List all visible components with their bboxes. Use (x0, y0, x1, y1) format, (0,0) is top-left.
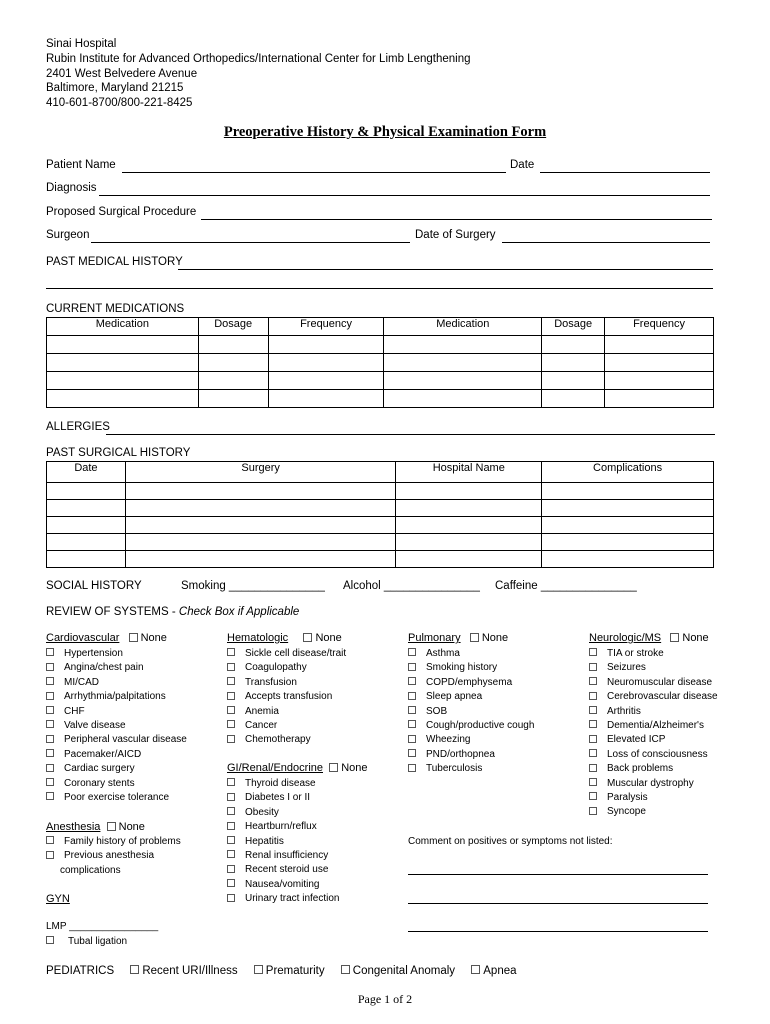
checkbox[interactable] (408, 720, 416, 728)
checkbox[interactable] (254, 965, 263, 974)
past-medical-history-field[interactable] (178, 269, 713, 270)
checkbox[interactable] (46, 706, 54, 714)
checkbox[interactable] (46, 663, 54, 671)
date-field[interactable] (540, 172, 710, 173)
list-item[interactable]: Pacemaker/AICD (46, 748, 187, 762)
list-item[interactable]: COPD/emphysema (408, 676, 534, 690)
table-row (47, 534, 714, 551)
allergies-field[interactable] (106, 434, 715, 435)
checkbox[interactable] (227, 894, 235, 902)
list-item[interactable]: Heartburn/reflux (227, 820, 339, 834)
list-item[interactable]: Dementia/Alzheimer's (589, 719, 718, 733)
list-item[interactable]: Angina/chest pain (46, 661, 187, 675)
surg-col-surgery: Surgery (125, 462, 396, 483)
list-item[interactable]: Obesity (227, 806, 339, 820)
allergies-label: ALLERGIES (46, 421, 110, 433)
checkbox[interactable] (227, 677, 235, 685)
anesthesia-list (46, 835, 181, 878)
gi-renal-endocrine-list (227, 777, 339, 907)
cardiovascular-list (46, 647, 187, 805)
list-item[interactable]: Peripheral vascular disease (46, 733, 187, 747)
list-item[interactable]: Accepts transfusion (227, 690, 346, 704)
none-label: None (682, 632, 709, 644)
med-col-medication-2: Medication (384, 318, 542, 336)
comment-label: Comment on positives or symptoms not listed: (408, 836, 613, 847)
checkbox[interactable] (408, 648, 416, 656)
street-address: 2401 West Belvedere Avenue (46, 67, 198, 80)
procedure-label: Proposed Surgical Procedure (46, 206, 197, 218)
checkbox[interactable] (46, 851, 54, 859)
gyn-header (46, 893, 70, 905)
checkbox[interactable] (46, 836, 54, 844)
pulmonary-list (408, 647, 534, 777)
diagnosis-label: Diagnosis (46, 182, 97, 194)
table-row (47, 390, 714, 408)
checkbox[interactable] (589, 749, 597, 757)
checkbox[interactable] (46, 648, 54, 656)
caffeine-field[interactable]: Caffeine _______________ (495, 580, 637, 592)
hematologic-title: Hematologic (227, 632, 289, 644)
none-label: None (118, 821, 145, 833)
hospital-name: Sinai Hospital (46, 38, 117, 50)
list-item[interactable]: Smoking history (408, 661, 534, 675)
pediatrics-row (46, 965, 517, 977)
list-item[interactable]: CHF (46, 705, 187, 719)
list-item[interactable]: Muscular dystrophy (589, 777, 718, 791)
checkbox[interactable] (46, 764, 54, 772)
social-history-label: SOCIAL HISTORY (46, 580, 142, 592)
checkbox[interactable] (227, 879, 235, 887)
anesthesia-header (46, 821, 145, 833)
table-row (47, 551, 714, 568)
ros-title: REVIEW OF SYSTEMS - (46, 606, 179, 618)
list-item[interactable]: Arthritis (589, 705, 718, 719)
list-item[interactable]: Back problems (589, 762, 718, 776)
list-item[interactable]: MI/CAD (46, 676, 187, 690)
checkbox[interactable] (589, 764, 597, 772)
checkbox[interactable] (46, 936, 54, 944)
past-medical-history-label: PAST MEDICAL HISTORY (46, 256, 183, 268)
list-item[interactable]: Transfusion (227, 676, 346, 690)
hospital-header (46, 37, 470, 111)
list-item[interactable]: Cough/productive cough (408, 719, 534, 733)
checkbox[interactable] (227, 663, 235, 671)
checkbox[interactable] (408, 749, 416, 757)
date-of-surgery-field[interactable] (502, 242, 710, 243)
surgeon-label: Surgeon (46, 229, 90, 241)
list-item[interactable]: Poor exercise tolerance (46, 791, 187, 805)
none-label: None (140, 632, 167, 644)
diagnosis-field[interactable] (99, 195, 710, 196)
checkbox[interactable] (129, 633, 138, 642)
checkbox[interactable] (227, 706, 235, 714)
table-row (47, 336, 714, 354)
checkbox[interactable] (46, 792, 54, 800)
prematurity-label: Prematurity (265, 965, 325, 977)
surg-col-date: Date (47, 462, 126, 483)
checkbox[interactable] (46, 692, 54, 700)
list-item[interactable]: Coagulopathy (227, 661, 346, 675)
neurologic-header (589, 632, 709, 644)
list-item[interactable]: Tuberculosis (408, 762, 534, 776)
med-col-dosage-2: Dosage (542, 318, 605, 336)
list-item[interactable]: Hepatitis (227, 835, 339, 849)
checkbox[interactable] (589, 692, 597, 700)
hematologic-header (227, 632, 342, 644)
past-medical-history-field-2[interactable] (46, 288, 713, 289)
checkbox[interactable] (408, 764, 416, 772)
patient-name-label: Patient Name (46, 159, 116, 171)
none-label: None (481, 632, 509, 644)
city-state: Baltimore, Maryland 21215 (46, 82, 184, 95)
checkbox[interactable] (589, 807, 597, 815)
checkbox[interactable] (107, 822, 116, 831)
list-item[interactable]: Previous anesthesia (46, 849, 181, 863)
list-item[interactable]: Paralysis (589, 791, 718, 805)
list-item[interactable]: Chemotherapy (227, 733, 346, 747)
checkbox[interactable] (408, 692, 416, 700)
procedure-field[interactable] (201, 219, 712, 220)
ros-hint: Check Box if Applicable (178, 606, 300, 618)
checkbox[interactable] (589, 735, 597, 743)
list-item[interactable]: TIA or stroke (589, 647, 718, 661)
list-item[interactable]: Seizures (589, 661, 718, 675)
lmp-field[interactable]: LMP ________________ (46, 921, 159, 932)
checkbox[interactable] (227, 692, 235, 700)
date-label: Date (510, 159, 535, 171)
checkbox[interactable] (408, 735, 416, 743)
list-item[interactable]: Syncope (589, 805, 718, 819)
neurologic-title: Neurologic/MS (589, 632, 662, 644)
list-item[interactable]: Cardiac surgery (46, 762, 187, 776)
checkbox[interactable] (46, 677, 54, 685)
checkbox[interactable] (329, 763, 338, 772)
list-item-continuation: complications (60, 864, 121, 876)
list-item[interactable]: Diabetes I or II (227, 791, 339, 805)
recent-uri-label: Recent URI/Illness (142, 965, 238, 977)
surgeon-field[interactable] (91, 242, 410, 243)
checkbox[interactable] (470, 633, 479, 642)
table-row (47, 354, 714, 372)
phone-numbers: 410-601-8700/800-221-8425 (46, 97, 193, 110)
med-col-frequency-2: Frequency (605, 318, 714, 336)
checkbox[interactable] (408, 706, 416, 714)
gyn-title: GYN (46, 893, 70, 905)
patient-name-field[interactable] (122, 172, 506, 173)
med-col-medication: Medication (47, 318, 199, 336)
list-item[interactable]: Anemia (227, 705, 346, 719)
gi-renal-endocrine-title: GI/Renal/Endocrine (227, 762, 323, 774)
tubal-ligation-item[interactable]: Tubal ligation (46, 935, 127, 949)
list-item[interactable]: Arrhythmia/palpitations (46, 690, 187, 704)
none-label: None (341, 762, 368, 774)
list-item[interactable]: Coronary stents (46, 777, 187, 791)
list-item[interactable]: Wheezing (408, 733, 534, 747)
checkbox[interactable] (46, 720, 54, 728)
hematologic-list (227, 647, 346, 748)
apnea-label: Apnea (483, 965, 517, 977)
list-item[interactable]: Cerebrovascular disease (589, 690, 718, 704)
checkbox[interactable] (227, 648, 235, 656)
list-item[interactable]: Nausea/vomiting (227, 878, 339, 892)
checkbox[interactable] (589, 677, 597, 685)
list-item[interactable]: Urinary tract infection (227, 892, 339, 906)
list-item[interactable]: Neuromuscular disease (589, 676, 718, 690)
past-surgical-history-label: PAST SURGICAL HISTORY (46, 447, 191, 459)
checkbox[interactable] (589, 778, 597, 786)
surg-col-hospital: Hospital Name (396, 462, 542, 483)
list-item[interactable]: Valve disease (46, 719, 187, 733)
table-row (47, 500, 714, 517)
list-item[interactable]: Recent steroid use (227, 863, 339, 877)
table-row (47, 517, 714, 534)
med-col-frequency: Frequency (268, 318, 384, 336)
list-item[interactable]: SOB (408, 705, 534, 719)
checkbox[interactable] (227, 865, 235, 873)
list-item[interactable]: Sickle cell disease/trait (227, 647, 346, 661)
list-item[interactable]: Sleep apnea (408, 690, 534, 704)
smoking-field[interactable]: Smoking _______________ (181, 580, 325, 592)
table-row (47, 372, 714, 390)
checkbox[interactable] (46, 749, 54, 757)
checkbox[interactable] (589, 792, 597, 800)
checkbox[interactable] (227, 778, 235, 786)
neurologic-list (589, 647, 718, 820)
page-number: Page 1 of 2 (357, 992, 413, 1006)
date-of-surgery-label: Date of Surgery (415, 229, 496, 241)
checkbox[interactable] (408, 663, 416, 671)
checkbox[interactable] (589, 706, 597, 714)
list-item[interactable]: Family history of problems (46, 835, 181, 849)
checkbox[interactable] (303, 633, 312, 642)
checkbox[interactable] (46, 735, 54, 743)
checkbox[interactable] (589, 720, 597, 728)
med-col-dosage: Dosage (198, 318, 268, 336)
institute-name: Rubin Institute for Advanced Orthopedics/International Center for Limb Lengthening (46, 52, 471, 65)
list-item[interactable]: Asthma (408, 647, 534, 661)
pulmonary-header (408, 632, 508, 644)
table-row (47, 483, 714, 500)
checkbox[interactable] (46, 778, 54, 786)
comment-field-1[interactable] (408, 874, 708, 875)
checkbox[interactable] (227, 822, 235, 830)
checkbox[interactable] (227, 836, 235, 844)
checkbox[interactable] (227, 720, 235, 728)
current-medications-label: CURRENT MEDICATIONS (46, 303, 185, 315)
congenital-anomaly-label: Congenital Anomaly (352, 965, 456, 977)
list-item[interactable]: Thyroid disease (227, 777, 339, 791)
comment-field-2[interactable] (408, 903, 708, 904)
checkbox[interactable] (227, 793, 235, 801)
anesthesia-title: Anesthesia (46, 821, 101, 833)
list-item[interactable]: Cancer (227, 719, 346, 733)
pediatrics-label: PEDIATRICS (46, 965, 115, 977)
checkbox[interactable] (589, 663, 597, 671)
checkbox[interactable] (589, 648, 597, 656)
comment-field-3[interactable] (408, 931, 708, 932)
checkbox[interactable] (227, 807, 235, 815)
list-item[interactable]: Hypertension (46, 647, 187, 661)
list-item[interactable]: PND/orthopnea (408, 748, 534, 762)
checkbox[interactable] (408, 677, 416, 685)
gi-renal-endocrine-header (227, 762, 367, 774)
checkbox[interactable] (670, 633, 679, 642)
surgical-history-table (46, 461, 714, 568)
pulmonary-title: Pulmonary (408, 632, 461, 644)
none-label: None (315, 632, 342, 644)
checkbox[interactable] (341, 965, 350, 974)
checkbox[interactable] (227, 735, 235, 743)
form-title: Preoperative History & Physical Examination Form (223, 124, 547, 140)
checkbox[interactable] (471, 965, 480, 974)
alcohol-field[interactable]: Alcohol _______________ (343, 580, 480, 592)
medications-table (46, 317, 714, 408)
checkbox[interactable] (130, 965, 139, 974)
list-item[interactable]: Elevated ICP (589, 733, 718, 747)
cardiovascular-title: Cardiovascular (46, 632, 120, 644)
cardiovascular-header (46, 632, 167, 644)
list-item[interactable]: Renal insufficiency (227, 849, 339, 863)
surg-col-complications: Complications (542, 462, 714, 483)
list-item[interactable]: Loss of consciousness (589, 748, 718, 762)
checkbox[interactable] (227, 850, 235, 858)
review-of-systems-label (46, 606, 299, 618)
